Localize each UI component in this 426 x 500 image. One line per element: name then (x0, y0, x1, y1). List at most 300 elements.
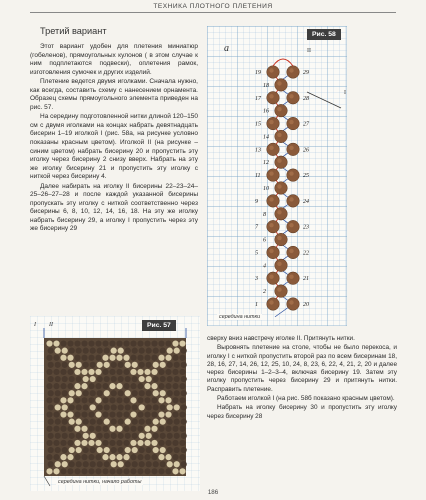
pattern-bead (76, 419, 82, 425)
paragraph-intro: Этот вариант удобен для плетения миниатюр (гобеленов), прямоугольных кулонов ( в этом случае к ним подплетаются подвески), оплетения рамок, изготовления сумочек и других изделий. (30, 43, 198, 76)
pattern-bead (95, 340, 101, 346)
pattern-bead (102, 454, 108, 460)
pattern-bead (111, 348, 117, 354)
pattern-bead (53, 355, 59, 361)
pattern-bead (76, 390, 82, 396)
pattern-bead (172, 440, 178, 446)
pattern-bead (111, 461, 117, 467)
bead-number-21: 21 (303, 276, 309, 283)
pattern-bead (132, 433, 138, 439)
pattern-bead (62, 404, 68, 410)
pattern-bead (48, 447, 54, 453)
pattern-bead (88, 440, 94, 446)
pattern-bead (53, 383, 59, 389)
figure-58-label: Рис. 58 (307, 29, 341, 40)
pattern-bead (179, 340, 185, 346)
pattern-bead (158, 440, 164, 446)
figure-58-caption: середина нитки (219, 314, 261, 320)
pattern-bead (53, 397, 59, 403)
pattern-bead (165, 454, 171, 460)
pattern-bead (118, 348, 124, 354)
pattern-bead (165, 355, 171, 361)
pattern-bead (102, 340, 108, 346)
bead-highlight (289, 223, 293, 227)
pattern-bead (60, 369, 66, 375)
pattern-bead (69, 362, 75, 368)
pattern-bead (97, 376, 103, 382)
pattern-bead (109, 411, 115, 417)
bead-number-10: 10 (263, 186, 269, 192)
bead-number-8: 8 (263, 211, 266, 218)
pattern-bead (167, 419, 173, 425)
pattern-bead (95, 369, 101, 375)
pattern-bead (46, 369, 52, 375)
pattern-bead (158, 468, 164, 474)
pattern-bead (74, 411, 80, 417)
figure-57 (30, 316, 200, 491)
bead-number-14: 14 (263, 134, 269, 141)
pattern-bead (160, 376, 166, 382)
pattern-bead (60, 426, 66, 432)
pattern-bead (179, 369, 185, 375)
pattern-bead (67, 468, 73, 474)
pattern-bead (179, 440, 185, 446)
bead-highlight (277, 184, 281, 188)
bead-number-23: 23 (303, 224, 309, 231)
bead-number-1: 1 (255, 302, 258, 308)
pattern-bead (109, 340, 115, 346)
pattern-bead (130, 340, 136, 346)
bead-number-19: 19 (255, 70, 261, 76)
pattern-bead (139, 461, 145, 467)
bead-number-16: 16 (263, 108, 269, 115)
bead-highlight (269, 223, 273, 227)
pattern-bead (116, 397, 122, 403)
pattern-bead (90, 447, 96, 453)
bead-highlight (277, 107, 281, 111)
pattern-bead (48, 390, 54, 396)
pattern-bead (62, 461, 68, 467)
pattern-bead (137, 468, 143, 474)
pattern-bead (174, 376, 180, 382)
paragraph-needle-one: Работаем иголкой I (на рис. 58б показано красным цветом). (217, 395, 395, 403)
pattern-bead (62, 362, 68, 368)
pattern-bead (74, 397, 80, 403)
bead-highlight (269, 146, 273, 150)
pattern-bead (102, 369, 108, 375)
pattern-bead (69, 433, 75, 439)
pattern-bead (160, 404, 166, 410)
paragraph-pull-threads: сверху вниз навстречу иголке II. Притянуть нитки. (207, 335, 355, 342)
pattern-bead (123, 397, 129, 403)
figure-58-drawing (207, 26, 347, 326)
pattern-bead (83, 419, 89, 425)
pattern-bead (76, 447, 82, 453)
pattern-bead (67, 397, 73, 403)
bead-highlight (289, 120, 293, 124)
bead-number-26: 26 (303, 147, 309, 154)
pattern-bead (111, 433, 117, 439)
pattern-bead (46, 383, 52, 389)
needle-label-i: I (344, 90, 346, 96)
pattern-bead (60, 397, 66, 403)
pattern-bead (130, 426, 136, 432)
pattern-bead (60, 355, 66, 361)
pattern-bead (62, 447, 68, 453)
pattern-bead (97, 362, 103, 368)
pattern-bead (125, 404, 131, 410)
figure-57-drawing (30, 316, 200, 491)
pattern-bead (137, 411, 143, 417)
pattern-bead (139, 348, 145, 354)
pattern-bead (146, 447, 152, 453)
pattern-bead (46, 440, 52, 446)
pattern-bead (53, 369, 59, 375)
pattern-bead (60, 383, 66, 389)
bead-highlight (269, 249, 273, 253)
pattern-bead (123, 440, 129, 446)
pattern-bead (146, 348, 152, 354)
bead-highlight (289, 146, 293, 150)
pattern-bead (109, 468, 115, 474)
pattern-bead (179, 454, 185, 460)
pattern-bead (109, 369, 115, 375)
pattern-bead (158, 411, 164, 417)
pattern-bead (76, 376, 82, 382)
pattern-bead (179, 397, 185, 403)
pattern-bead (146, 404, 152, 410)
pattern-bead (88, 340, 94, 346)
needle-label-57-ii: II (49, 322, 53, 328)
pattern-bead (118, 447, 124, 453)
pattern-bead (102, 440, 108, 446)
pattern-bead (88, 454, 94, 460)
pattern-bead (174, 461, 180, 467)
pattern-bead (167, 461, 173, 467)
pattern-bead (90, 404, 96, 410)
pattern-bead (76, 362, 82, 368)
pattern-bead (137, 383, 143, 389)
bead-number-27: 27 (303, 121, 309, 128)
pattern-bead (174, 447, 180, 453)
pattern-bead (90, 348, 96, 354)
pattern-bead (151, 468, 157, 474)
pattern-bead (123, 369, 129, 375)
pattern-bead (125, 433, 131, 439)
pattern-bead (153, 447, 159, 453)
pattern-bead (167, 376, 173, 382)
pattern-bead (158, 340, 164, 346)
pattern-bead (95, 397, 101, 403)
figure-57-caption: середина нитки, начало работы (58, 479, 142, 485)
pattern-bead (153, 390, 159, 396)
pattern-bead (160, 433, 166, 439)
pattern-bead (172, 397, 178, 403)
pattern-bead (144, 440, 150, 446)
pattern-bead (53, 426, 59, 432)
pattern-bead (130, 454, 136, 460)
pattern-bead (130, 383, 136, 389)
pattern-bead (160, 419, 166, 425)
pattern-bead (167, 404, 173, 410)
paragraph-two-needles: Плетение ведется двумя иголками. Сначала нужно, как всегда, составить схему с нанесением орнамента. Образец схемы прямоугольного элемента приведен на рис. 57. (30, 78, 198, 111)
pattern-bead (53, 440, 59, 446)
pattern-bead (165, 383, 171, 389)
pattern-bead (158, 426, 164, 432)
pattern-bead (81, 369, 87, 375)
pattern-bead (181, 461, 187, 467)
bead-highlight (289, 171, 293, 175)
pattern-bead (67, 369, 73, 375)
pattern-bead (144, 426, 150, 432)
pattern-bead (167, 433, 173, 439)
pattern-bead (76, 461, 82, 467)
pattern-bead (48, 461, 54, 467)
pattern-bead (46, 454, 52, 460)
pattern-bead (60, 340, 66, 346)
pattern-bead (123, 383, 129, 389)
pattern-bead (69, 390, 75, 396)
pattern-bead (67, 411, 73, 417)
pattern-bead (46, 340, 52, 346)
pattern-bead (165, 440, 171, 446)
pattern-bead (144, 454, 150, 460)
pattern-bead (144, 411, 150, 417)
pattern-bead (81, 440, 87, 446)
pattern-bead (118, 419, 124, 425)
pattern-bead (69, 404, 75, 410)
pattern-bead (151, 355, 157, 361)
pattern-bead (116, 454, 122, 460)
pattern-bead (48, 404, 54, 410)
pattern-bead (83, 348, 89, 354)
pattern-bead (137, 440, 143, 446)
pattern-bead (69, 376, 75, 382)
bead-number-13: 13 (255, 147, 261, 154)
pattern-bead (83, 447, 89, 453)
pattern-bead (158, 383, 164, 389)
pattern-bead (151, 340, 157, 346)
pattern-bead (158, 454, 164, 460)
pattern-bead (181, 390, 187, 396)
pattern-bead (53, 340, 59, 346)
paragraph-bead-30: Набрать на иголку бисерину 30 и пропустить эту иголку через бисерину 28 (207, 404, 397, 420)
pattern-bead (130, 355, 136, 361)
pattern-bead (67, 383, 73, 389)
pattern-bead (181, 447, 187, 453)
pattern-bead (111, 362, 117, 368)
pattern-bead (137, 355, 143, 361)
bead-highlight (269, 68, 273, 72)
pattern-bead (83, 404, 89, 410)
pattern-bead (76, 348, 82, 354)
pattern-bead (160, 461, 166, 467)
pattern-bead (165, 426, 171, 432)
pattern-bead (174, 419, 180, 425)
pattern-bead (111, 404, 117, 410)
page-number: 186 (207, 489, 219, 496)
pattern-bead (102, 397, 108, 403)
paragraph-continue: Далее набирать на иголку II бисерины 22–23–24–25–26–27–28 и после каждой указанной бисерины пропускать эту иголку с ниткой соответственно через бисерины 6, 8, 10, 12, 14, 16, 18. На эту же иголку набрать бисерину 29, а иголку I пропустить через эту же бисерину 29 (30, 182, 198, 233)
bead-number-12: 12 (263, 160, 269, 167)
right-text-column (207, 335, 397, 422)
pattern-bead (116, 411, 122, 417)
pattern-bead (165, 369, 171, 375)
bead-highlight (269, 197, 273, 201)
bead-highlight (277, 81, 281, 85)
pattern-bead (88, 397, 94, 403)
pattern-bead (104, 433, 110, 439)
bead-highlight (269, 120, 273, 124)
pattern-bead (81, 355, 87, 361)
pattern-bead (123, 468, 129, 474)
pattern-bead (165, 340, 171, 346)
pattern-bead (88, 411, 94, 417)
pattern-bead (116, 340, 122, 346)
pattern-bead (181, 362, 187, 368)
pattern-bead (74, 440, 80, 446)
bead-number-6: 6 (263, 237, 266, 244)
pattern-bead (60, 411, 66, 417)
pattern-bead (62, 419, 68, 425)
pattern-bead (48, 376, 54, 382)
bead-number-11: 11 (255, 173, 261, 180)
pattern-bead (95, 440, 101, 446)
pattern-bead (55, 362, 61, 368)
pattern-bead (60, 454, 66, 460)
pattern-bead (109, 440, 115, 446)
pattern-bead (139, 433, 145, 439)
pattern-bead (132, 376, 138, 382)
pattern-bead (132, 348, 138, 354)
pattern-bead (76, 404, 82, 410)
bead-highlight (277, 159, 281, 163)
pattern-bead (95, 411, 101, 417)
pattern-bead (55, 390, 61, 396)
pattern-bead (97, 447, 103, 453)
pattern-bead (139, 376, 145, 382)
running-head: ТЕХНИКА ПЛОТНОГО ПЛЕТЕНИЯ (153, 3, 273, 10)
pattern-bead (125, 376, 131, 382)
bead-number-7: 7 (255, 224, 258, 231)
pattern-bead (146, 390, 152, 396)
bead-number-28: 28 (303, 95, 309, 102)
pattern-bead (55, 348, 61, 354)
pattern-bead (130, 468, 136, 474)
pattern-bead (104, 419, 110, 425)
pattern-bead (116, 369, 122, 375)
pattern-bead (90, 390, 96, 396)
pattern-bead (181, 348, 187, 354)
pattern-bead (111, 390, 117, 396)
pattern-bead (132, 419, 138, 425)
pattern-bead (81, 468, 87, 474)
pattern-bead (81, 340, 87, 346)
pattern-bead (132, 404, 138, 410)
pattern-bead (118, 390, 124, 396)
pattern-bead (67, 340, 73, 346)
pattern-bead (104, 390, 110, 396)
pattern-bead (102, 355, 108, 361)
pattern-bead (111, 376, 117, 382)
pattern-bead (118, 362, 124, 368)
pattern-bead (104, 461, 110, 467)
pattern-bead (53, 411, 59, 417)
pattern-bead (69, 447, 75, 453)
pattern-bead (46, 411, 52, 417)
pattern-bead (55, 404, 61, 410)
pattern-bead (172, 454, 178, 460)
pattern-bead (62, 390, 68, 396)
pattern-bead (125, 447, 131, 453)
pattern-bead (123, 411, 129, 417)
pattern-bead (153, 376, 159, 382)
pattern-bead (109, 397, 115, 403)
pattern-bead (69, 461, 75, 467)
bead-number-15: 15 (255, 121, 261, 128)
pattern-bead (74, 383, 80, 389)
pattern-bead (74, 355, 80, 361)
pattern-bead (172, 369, 178, 375)
pattern-bead (67, 440, 73, 446)
pattern-bead (102, 426, 108, 432)
pattern-bead (95, 468, 101, 474)
pattern-bead (167, 447, 173, 453)
pattern-bead (151, 454, 157, 460)
pattern-bead (130, 397, 136, 403)
pattern-bead (104, 404, 110, 410)
pattern-bead (83, 362, 89, 368)
bead-number-22: 22 (303, 250, 309, 257)
section-title: Третий вариант (40, 26, 107, 36)
pattern-bead (153, 362, 159, 368)
pattern-bead (125, 348, 131, 354)
header-rule (30, 12, 396, 13)
pattern-bead (153, 419, 159, 425)
pattern-bead (151, 383, 157, 389)
bead-highlight (289, 197, 293, 201)
pattern-bead (90, 433, 96, 439)
pattern-bead (116, 383, 122, 389)
left-text-column (30, 26, 198, 235)
pattern-bead (165, 468, 171, 474)
pattern-bead (81, 383, 87, 389)
pattern-bead (104, 376, 110, 382)
needle-label-57-i: I (34, 322, 36, 328)
pattern-bead (158, 369, 164, 375)
needle-label-ii: II (307, 48, 311, 54)
pattern-bead (97, 348, 103, 354)
pattern-bead (146, 376, 152, 382)
paragraph-align: Выровнять плетение на столе, чтобы не было перекоса, и иголку I с ниткой пропустить второй раз по всем бисеринам 18, 28, 16, 27, 14, 26, 12, 25, 10, 24, 8, 23, 6, 22, 4, 21, 2, 20 и далее через бисерины 1–2–3–4, включая бисерину 19. Затем эту иголку пропустить через бисерину 29 и притянуть нитки. Расправить плетение. (207, 344, 397, 393)
pattern-bead (130, 440, 136, 446)
pattern-bead (153, 433, 159, 439)
pattern-bead (95, 383, 101, 389)
figure-58 (207, 26, 347, 326)
pattern-bead (144, 355, 150, 361)
pattern-bead (109, 454, 115, 460)
pattern-bead (69, 419, 75, 425)
pattern-bead (174, 348, 180, 354)
pattern-bead (74, 369, 80, 375)
pattern-bead (181, 419, 187, 425)
pattern-bead (76, 433, 82, 439)
pattern-bead (174, 433, 180, 439)
pattern-bead (83, 461, 89, 467)
pattern-bead (172, 340, 178, 346)
pattern-bead (125, 419, 131, 425)
bead-highlight (289, 249, 293, 253)
